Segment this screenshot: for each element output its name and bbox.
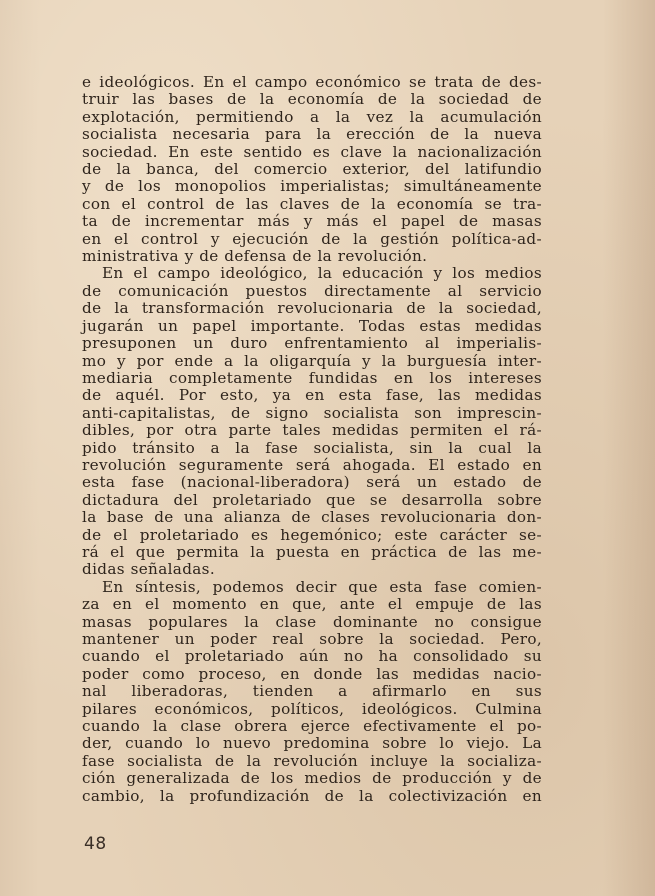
text-line: presuponen un duro enfrentamiento al imperialis-: [82, 334, 542, 353]
text-line: ción generalizada de los medios de producción y de: [82, 769, 542, 788]
text-line: der, cuando lo nuevo predomina sobre lo viejo. La: [82, 734, 542, 753]
text-line: revolución seguramente será ahogada. El estado en: [82, 455, 542, 474]
text-line: didas señaladas.: [82, 560, 216, 579]
text-line: nal liberadoras, tienden a afirmarlo en sus: [82, 682, 542, 701]
text-line: dibles, por otra parte tales medidas permiten el rá-: [82, 421, 542, 440]
page-number: 48: [84, 834, 107, 854]
page-body: [82, 74, 542, 805]
text-line: dictadura del proletariado que se desarrolla sobre: [82, 490, 542, 509]
text-line: en el control y ejecución de la gestión política-ad-: [82, 229, 542, 248]
text-line: jugarán un papel importante. Todas estas medidas: [82, 316, 542, 335]
paragraph-synthesis: [82, 579, 542, 805]
text-line: esta fase (nacional-liberadora) será un estado de: [82, 473, 542, 492]
text-line: poder como proceso, en donde las medidas nacio-: [82, 664, 542, 683]
text-line: de comunicación puestos directamente al servicio: [82, 281, 542, 300]
text-line: cambio, la profundización de la colectivización en: [82, 786, 542, 805]
text-line: ta de incrementar más y más el papel de masas: [82, 212, 542, 231]
text-line: pilares económicos, políticos, ideológicos. Culmina: [82, 699, 542, 718]
paragraph-economic-field: [82, 74, 542, 265]
text-line: sociedad. En este sentido es clave la nacionalización: [82, 142, 542, 161]
text-line: mo y por ende a la oligarquía y la burguesía inter-: [82, 351, 542, 370]
text-line: socialista necesaria para la erección de la nueva: [82, 125, 542, 144]
text-line: e ideológicos. En el campo económico se trata de des-: [82, 73, 542, 91]
text-line: masas populares la clase dominante no consigue: [82, 612, 542, 631]
text-line: cuando la clase obrera ejerce efectivamente el po-: [82, 717, 542, 736]
text-line: mantener un poder real sobre la sociedad. Pero,: [82, 630, 542, 648]
text-line: fase socialista de la revolución incluye la socializa-: [82, 751, 542, 770]
text-line: pido tránsito a la fase socialista, sin la cual la: [82, 438, 542, 457]
text-line: de la transformación revolucionaria de la sociedad,: [82, 299, 542, 318]
text-line: con el control de las claves de la economía se tra-: [82, 194, 542, 213]
text-line: En el campo ideológico, la educación y los medios: [102, 264, 542, 283]
text-line: anti-capitalistas, de signo socialista son imprescin-: [82, 403, 542, 422]
paragraph-ideological-field: [82, 265, 542, 578]
text-line: la base de una alianza de clases revolucionaria don-: [82, 508, 542, 527]
text-line: ministrativa y de defensa de la revolución.: [82, 247, 428, 266]
text-line: mediaria completamente fundidas en los intereses: [82, 368, 542, 387]
text-line: En síntesis, podemos decir que esta fase comien-: [102, 577, 542, 596]
text-line: de el proletariado es hegemónico; este carácter se-: [82, 525, 542, 544]
text-line: de la banca, del comercio exterior, del latifundio: [82, 160, 542, 179]
text-line: y de los monopolios imperialistas; simultáneamente: [82, 177, 542, 196]
text-line: rá el que permita la puesta en práctica de las me-: [82, 542, 542, 561]
text-line: de aquél. Por esto, ya en esta fase, las medidas: [82, 386, 542, 405]
text-line: za en el momento en que, ante el empuje de las: [82, 595, 542, 614]
text-line: cuando el proletariado aún no ha consolidado su: [82, 647, 542, 666]
text-line: truir las bases de la economía de la sociedad de: [82, 90, 542, 109]
text-line: explotación, permitiendo a la vez la acumulación: [82, 107, 542, 126]
